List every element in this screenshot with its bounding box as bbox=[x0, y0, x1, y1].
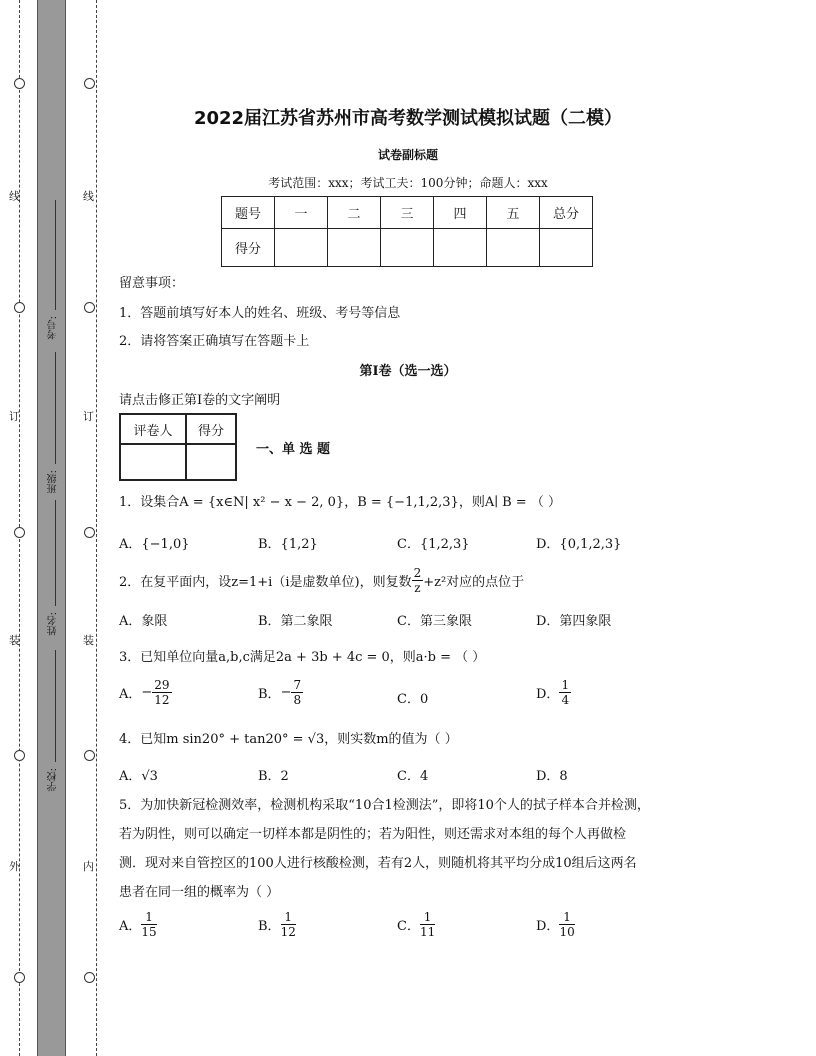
score-cell[interactable] bbox=[275, 229, 328, 267]
exam-number-label: 考号: bbox=[48, 316, 59, 340]
binding-hole bbox=[84, 527, 95, 538]
exam-number-field[interactable] bbox=[55, 200, 56, 310]
binding-hole bbox=[84, 972, 95, 983]
q5-c-den: 11 bbox=[419, 925, 436, 939]
q3-b-num: 7 bbox=[293, 678, 302, 692]
grader-score-cell[interactable] bbox=[186, 444, 236, 480]
q1-option-d[interactable]: D．{0,1,2,3} bbox=[536, 537, 622, 552]
score-header: 五 bbox=[487, 197, 540, 229]
q3-d-label: D． bbox=[536, 687, 560, 702]
inner-mark-zhuang: 装 bbox=[83, 634, 94, 647]
q2-option-a[interactable]: A．象限 bbox=[119, 614, 168, 629]
q3-a-num: 29 bbox=[154, 678, 170, 692]
score-header: 三 bbox=[381, 197, 434, 229]
score-header: 一 bbox=[275, 197, 328, 229]
q5-b-fraction bbox=[281, 910, 296, 939]
q3-d-den: 4 bbox=[561, 693, 570, 707]
q3-a-sign: − bbox=[141, 685, 153, 700]
q3-a-den: 12 bbox=[154, 693, 170, 707]
q2-option-d[interactable]: D．第四象限 bbox=[536, 614, 612, 629]
q5-a-num: 1 bbox=[141, 910, 156, 925]
score-header: 二 bbox=[328, 197, 381, 229]
q4-option-a[interactable]: A．√3 bbox=[119, 769, 158, 784]
score-cell[interactable] bbox=[540, 229, 593, 267]
q3-a-fraction bbox=[152, 678, 171, 707]
q3-d-num: 1 bbox=[561, 678, 570, 692]
q5-b-den: 12 bbox=[280, 925, 296, 939]
q5-b-label: B． bbox=[258, 919, 281, 934]
score-row-label: 得分 bbox=[222, 229, 275, 267]
name-field[interactable] bbox=[55, 500, 56, 606]
score-header: 四 bbox=[434, 197, 487, 229]
exam-title: 2022届江苏省苏州市高考数学测试模拟试题（二模） bbox=[193, 108, 623, 129]
q2-stem-post: +z²对应的点位于 bbox=[423, 575, 525, 590]
binding-hole bbox=[14, 302, 25, 313]
q5-d-den: 10 bbox=[559, 925, 575, 939]
note-item: 2．请将答案正确填写在答题卡上 bbox=[119, 334, 310, 349]
q3-option-a[interactable] bbox=[119, 678, 172, 707]
q3-option-b[interactable] bbox=[258, 678, 303, 707]
q3-option-c[interactable]: C．0 bbox=[397, 692, 429, 707]
grader-table bbox=[119, 413, 237, 481]
q5-option-a[interactable] bbox=[119, 910, 157, 939]
score-header: 题号 bbox=[222, 197, 275, 229]
q5-c-num: 1 bbox=[420, 910, 435, 925]
q1-option-a[interactable]: A．{−1,0} bbox=[119, 537, 190, 552]
question-1-stem: 1．设集合A = {x∈N| x² − x − 2, 0}，B = {−1,1,2,3}，则A∣ B = （ ） bbox=[119, 495, 561, 510]
q1-option-b[interactable]: B．{1,2} bbox=[258, 537, 318, 552]
score-cell[interactable] bbox=[434, 229, 487, 267]
binding-hole bbox=[84, 78, 95, 89]
q3-b-label: B． bbox=[258, 687, 281, 702]
outer-mark-xian: 线 bbox=[9, 190, 20, 203]
binding-hole bbox=[14, 750, 25, 761]
school-field[interactable] bbox=[55, 650, 56, 762]
exam-info: 考试范围：xxx；考试工夫：100分钟；命题人：xxx bbox=[268, 176, 548, 190]
outer-mark-wai: 外 bbox=[9, 860, 20, 873]
outer-mark-ding: 订 bbox=[9, 410, 20, 423]
score-cell[interactable] bbox=[328, 229, 381, 267]
score-table bbox=[221, 196, 593, 267]
q5-a-label: A． bbox=[119, 919, 142, 934]
grader-header: 评卷人 bbox=[120, 414, 186, 444]
q5-c-fraction bbox=[420, 910, 435, 939]
grader-score-header: 得分 bbox=[186, 414, 236, 444]
q3-d-fraction bbox=[559, 678, 571, 707]
q2-option-c[interactable]: C．第三象限 bbox=[397, 614, 472, 629]
q4-option-b[interactable]: B．2 bbox=[258, 769, 289, 784]
outer-mark-zhuang: 装 bbox=[9, 634, 20, 647]
q2-fraction bbox=[412, 566, 424, 595]
binding-hole bbox=[84, 302, 95, 313]
q5-d-fraction bbox=[559, 910, 574, 939]
q3-option-d[interactable] bbox=[536, 678, 571, 707]
q5-a-den: 15 bbox=[141, 925, 157, 939]
q5-option-c[interactable] bbox=[397, 910, 435, 939]
q3-b-den: 8 bbox=[293, 693, 302, 707]
section-title: 一、单 选 题 bbox=[256, 442, 331, 457]
name-label: 姓名: bbox=[48, 612, 59, 636]
q4-option-d[interactable]: D．8 bbox=[536, 769, 568, 784]
q4-option-c[interactable]: C．4 bbox=[397, 769, 429, 784]
binding-hole bbox=[14, 527, 25, 538]
question-5-line: 5．为加快新冠检测效率，检测机构采取“10合1检测法”，即将10个人的拭子样本合并检测， bbox=[119, 798, 650, 813]
question-2-stem bbox=[119, 566, 524, 595]
q5-option-d[interactable] bbox=[536, 910, 575, 939]
inner-mark-nei: 内 bbox=[83, 860, 94, 873]
class-label: 班级: bbox=[48, 470, 59, 494]
q5-d-num: 1 bbox=[559, 910, 574, 925]
q3-b-sign: − bbox=[280, 685, 292, 700]
exam-subtitle: 试卷副标题 bbox=[377, 148, 438, 162]
school-label: 学校: bbox=[48, 768, 59, 792]
q2-stem-pre: 2．在复平面内，设z=1+i（i是虚数单位)，则复数 bbox=[119, 575, 412, 590]
binding-hole bbox=[84, 750, 95, 761]
q5-option-b[interactable] bbox=[258, 910, 296, 939]
question-5-line: 患者在同一组的概率为（ ） bbox=[119, 885, 280, 900]
question-4-stem: 4．已知m sin20° + tan20° = √3，则实数m的值为（ ） bbox=[119, 732, 458, 747]
inner-mark-ding: 订 bbox=[83, 410, 94, 423]
score-cell[interactable] bbox=[487, 229, 540, 267]
score-header: 总分 bbox=[540, 197, 593, 229]
q5-b-num: 1 bbox=[281, 910, 296, 925]
q2-frac-den: z bbox=[414, 581, 421, 595]
notes-heading: 留意事项： bbox=[119, 276, 185, 291]
binding-hole bbox=[14, 972, 25, 983]
question-3-stem: 3．已知单位向量a,b,c满足2a + 3b + 4c = 0，则a·b = （ ） bbox=[119, 650, 486, 665]
note-item: 1．答题前填写好本人的姓名、班级、考号等信息 bbox=[119, 306, 401, 321]
q5-d-label: D． bbox=[536, 919, 560, 934]
volume-instruction: 请点击修正第I卷的文字阐明 bbox=[119, 393, 281, 408]
q1-option-c[interactable]: C．{1,2,3} bbox=[397, 537, 470, 552]
q5-a-fraction bbox=[141, 910, 156, 939]
q2-frac-num: 2 bbox=[413, 566, 422, 580]
grader-cell[interactable] bbox=[120, 444, 186, 480]
q2-option-b[interactable]: B．第二象限 bbox=[258, 614, 333, 629]
inner-mark-xian: 线 bbox=[83, 190, 94, 203]
question-5-line: 若为阴性，则可以确定一切样本都是阴性的；若为阳性，则还需求对本组的每个人再做检 bbox=[119, 827, 627, 842]
volume-title: 第I卷（选一选） bbox=[359, 364, 457, 379]
q3-a-label: A． bbox=[119, 687, 142, 702]
question-5-line: 测．现对来自管控区的100人进行核酸检测，若有2人，则随机将其平均分成10组后这两名 bbox=[119, 856, 637, 871]
q3-b-fraction bbox=[291, 678, 303, 707]
binding-hole bbox=[14, 78, 25, 89]
q5-c-label: C． bbox=[397, 919, 420, 934]
score-cell[interactable] bbox=[381, 229, 434, 267]
